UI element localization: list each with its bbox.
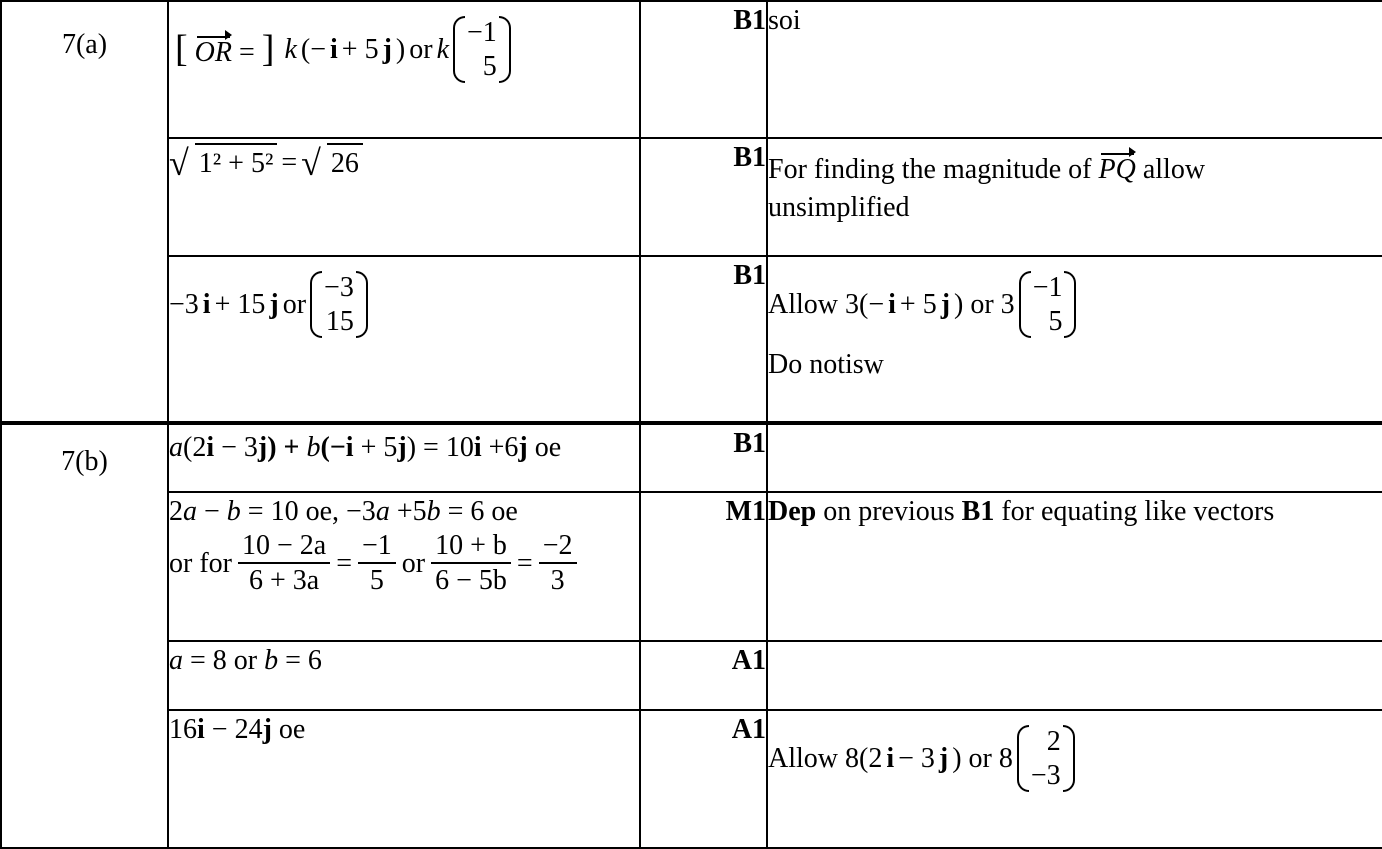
mark-cell: A1	[640, 710, 767, 848]
answer-cell: 2a − b = 10 oe, −3a +5b = 6 oe or for $\frac{10 - 2a}{6 + 3a}$ = $\frac{-1}{5}$ or $\frac{10 + b}{6 - 5b}$ = $\frac{-2}{3}$	[168, 492, 640, 641]
answer-cell: √ 1² + 5² = √ 26	[168, 138, 640, 256]
fraction: $\frac{10 + b}{6 - 5b}$	[431, 531, 511, 597]
table-row	[1, 256, 1382, 423]
guidance-cell: Dep on previous B1 for equating like vectors	[767, 492, 1382, 641]
guidance-cell	[767, 423, 1382, 492]
table-row	[1, 1, 1382, 138]
vector-or-label: OR	[195, 34, 232, 72]
table-row	[1, 423, 1382, 492]
mark-cell: B1	[640, 138, 767, 256]
fraction: $\frac{-2}{3}$	[539, 531, 577, 597]
question-label-7b: 7(b)	[1, 423, 168, 848]
mark-cell: M1	[640, 492, 767, 641]
question-label-7a: 7(a)	[1, 1, 168, 423]
guidance-cell	[767, 641, 1382, 710]
column-vector: −3 15	[310, 271, 368, 338]
table-row	[1, 492, 1382, 641]
mark-cell: B1	[640, 256, 767, 423]
mark-cell: A1	[640, 641, 767, 710]
guidance-cell: Allow 3(− i + 5 j ) or 3 −1 5 Do notisw	[767, 256, 1382, 423]
guidance-cell: For finding the magnitude of PQ allow unsimplified	[767, 138, 1382, 256]
mark-cell: B1	[640, 1, 767, 138]
table-row	[1, 138, 1382, 256]
answer-cell: a = 8 or b = 6	[168, 641, 640, 710]
column-vector: −1 5	[1019, 271, 1077, 338]
answer-cell: 16i − 24j oe	[168, 710, 640, 848]
answer-cell: a(2i − 3j) + b(−i + 5j) = 10i +6j oe	[168, 423, 640, 492]
fraction: $\frac{-1}{5}$	[358, 531, 396, 597]
column-vector: 2 −3	[1017, 725, 1075, 792]
table-row	[1, 641, 1382, 710]
guidance-cell: soi	[767, 1, 1382, 138]
fraction: $\frac{10 - 2a}{6 + 3a}$	[238, 531, 330, 597]
answer-cell: −3 i + 15 j or −3 15	[168, 256, 640, 423]
mark-cell: B1	[640, 423, 767, 492]
answer-cell: [ OR = ] k (− i + 5 j ) or k −1 5	[168, 1, 640, 138]
vector-pq-label: PQ	[1099, 151, 1136, 189]
guidance-cell: Allow 8(2 i − 3 j ) or 8 2 −3	[767, 710, 1382, 848]
table-row	[1, 710, 1382, 848]
column-vector: −1 5	[453, 16, 511, 83]
